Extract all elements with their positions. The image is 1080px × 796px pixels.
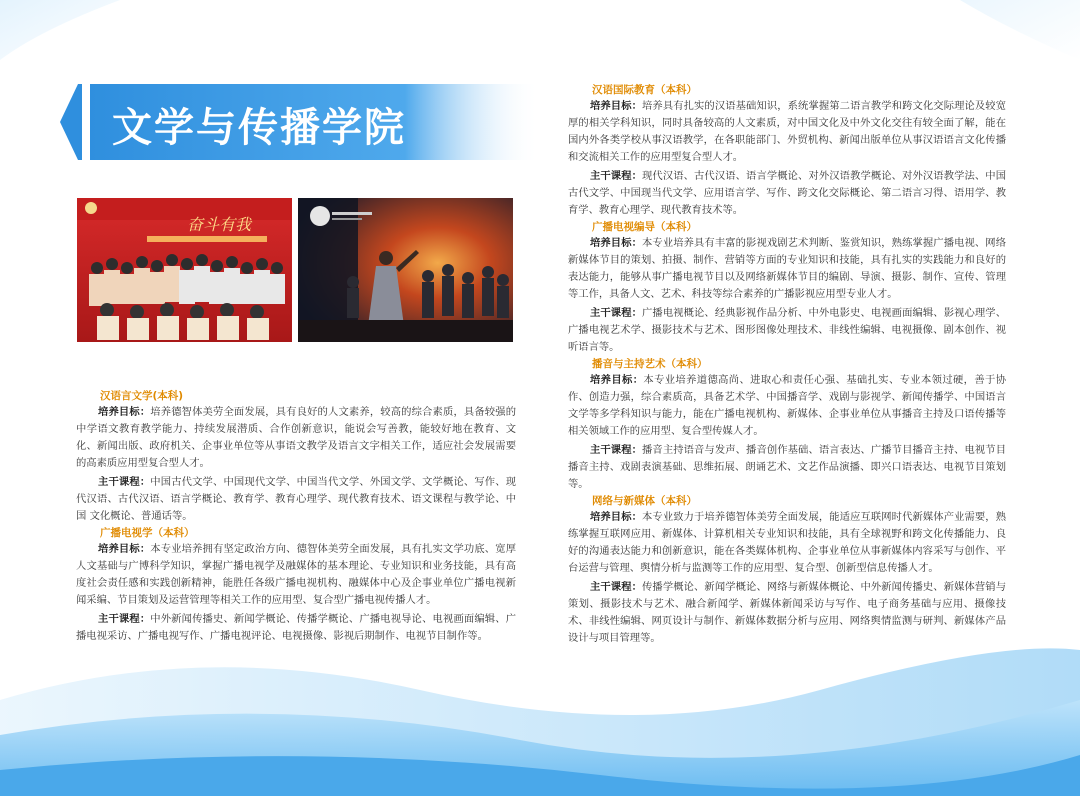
goal-label: 培养目标： bbox=[590, 374, 644, 386]
section-goal bbox=[568, 235, 1006, 303]
section-courses bbox=[76, 611, 516, 645]
courses-label: 主干课程： bbox=[590, 307, 643, 319]
courses-label: 主干课程： bbox=[590, 170, 643, 182]
goal-text: 本专业培养具有丰富的影视戏剧艺术判断、鉴赏知识，熟练掌握广播电视、网络新媒体节目的策划、拍摄、制作、营销等方面的专业知识和技能，具有扎实的实践能力和良好的表达能力，能够从事广播电视节目以及网络新媒体节目的编剧、导演、摄影、制作、宣传、管理等工作，具备人文、艺术、科技等综合素养的广播影视应用型专业人才。 bbox=[568, 237, 1007, 300]
goal-text: 培养德智体美劳全面发展，具有良好的人文素养，较高的综合素质，具备较强的中学语文教育教学能力、持续发展潜质、合作创新意识，能说会写善教，能较好地在教育、文化、新闻出版、政府机关、企事业单位等从事语文教学及语言文字相关工作，适应社会发展需要的高素质应用型复合型人才。 bbox=[76, 406, 517, 469]
section-hanyu-literature bbox=[76, 388, 516, 525]
courses-label: 主干课程： bbox=[590, 444, 643, 456]
section-title: 广播电视编导（本科） bbox=[592, 221, 697, 233]
goal-label: 培养目标： bbox=[98, 406, 151, 418]
goal-text: 本专业培养道德高尚、进取心和责任心强、基础扎实、专业本领过硬，善于协作、创造力强，综合素质高，具备艺术学、中国播音学、戏剧与影视学、新闻传播学、中国语言文学等多学科知识与能力，能在广播电视机构、新媒体、企事业单位从事播音主持及口语传播等相关领域工作的应用型、复合型传媒人才。 bbox=[568, 374, 1007, 437]
section-goal bbox=[568, 509, 1006, 577]
section-courses bbox=[568, 579, 1006, 647]
section-title: 汉语国际教育（本科） bbox=[592, 84, 697, 96]
section-chinese-international bbox=[568, 82, 1006, 219]
section-broadcast-directing bbox=[568, 219, 1006, 356]
goal-label: 培养目标： bbox=[590, 511, 643, 523]
goal-text: 培养具有扎实的汉语基础知识，系统掌握第二语言教学和跨文化交际理论及较宽厚的相关学科知识，同时具备较高的人文素质，对中国文化及中外文化交往有较全面了解，能在国内外各类学校从事汉语教学，在各职能部门、外贸机构、新闻出版单位从事汉语语言文化传播和交流相关工作的应用型复合型人才。 bbox=[568, 100, 1007, 163]
courses-text: 广播电视概论、经典影视作品分析、中外电影史、电视画面编辑、影视心理学、广播电视艺术学、摄影技术与艺术、图形图像处理技术、非线性编辑、电视摄像、剧本创作、视听语言等。 bbox=[568, 307, 1007, 353]
courses-text: 传播学概论、新闻学概论、网络与新媒体概论、中外新闻传播史、新媒体营销与策划、摄影技术与艺术、融合新闻学、新媒体新闻采访与写作、电子商务基础与应用、摄像技术、非线性编辑、网页设计与制作、新媒体数据分析与应用、网络舆情监测与研判、新媒体产品设计与项目管理等。 bbox=[568, 581, 1007, 644]
courses-text: 播音主持语音与发声、播音创作基础、语言表达、广播节目播音主持、电视节目播音主持、戏剧表演基础、思维拓展、朗诵艺术、文艺作品演播、即兴口语表达、电视节目策划等。 bbox=[568, 444, 1007, 490]
section-goal bbox=[568, 98, 1006, 166]
section-goal bbox=[76, 541, 516, 609]
section-announcing-hosting bbox=[568, 356, 1006, 493]
section-goal bbox=[568, 372, 1006, 440]
section-broadcasting bbox=[76, 525, 516, 645]
photo-stage-performance bbox=[298, 198, 513, 342]
courses-label: 主干课程： bbox=[590, 581, 643, 593]
section-courses bbox=[568, 442, 1006, 493]
courses-text: 现代汉语、古代汉语、语言学概论、对外汉语教学概论、对外汉语教学法、中国古代文学、中国现当代文学、应用语言学、写作、跨文化交际概论、第二语言习得、语用学、教育学、教育心理学、现代教育技术等。 bbox=[568, 170, 1007, 216]
photo-group-stage bbox=[77, 198, 292, 342]
right-column bbox=[568, 82, 1006, 647]
section-goal bbox=[76, 404, 516, 472]
goal-label: 培养目标： bbox=[590, 237, 643, 249]
courses-text: 中外新闻传播史、新闻学概论、传播学概论、广播电视导论、电视画面编辑、广播电视采访、广播电视写作、广播电视评论、电视摄像、影视后期制作、电视节目制作等。 bbox=[76, 613, 517, 642]
section-title: 网络与新媒体（本科） bbox=[592, 495, 697, 507]
section-courses bbox=[568, 168, 1006, 219]
courses-text: 中国古代文学、中国现代文学、中国当代文学、外国文学、文学概论、写作、现代汉语、古代汉语、语言学概论、教育学、教育心理学、现代教育技术、语文课程与教学论、中国 文化概论、普通话等。 bbox=[76, 476, 517, 522]
left-column bbox=[76, 388, 516, 645]
page-title: 文学与传播学院 bbox=[112, 105, 406, 151]
courses-label: 主干课程： bbox=[98, 613, 151, 625]
section-title: 广播电视学（本科） bbox=[100, 527, 195, 539]
section-title: 汉语言文学(本科) bbox=[100, 390, 184, 402]
photo-caption: 奋斗有我 bbox=[187, 215, 252, 234]
section-courses bbox=[76, 474, 516, 525]
section-title: 播音与主持艺术（本科） bbox=[592, 358, 708, 370]
goal-text: 本专业致力于培养德智体美劳全面发展，能适应互联网时代新媒体产业需要，熟练掌握互联网应用、新媒体、计算机相关专业知识和技能，具有全球视野和跨文化传播能力、良好的沟通表达能力和创新意识，能在各类媒体机构、企事业单位从事新媒体内容采写与创作、平台运营与管理、舆情分析与监测等工作的应用型、复合型、创新型信息传播人才。 bbox=[568, 511, 1007, 574]
goal-text: 本专业培养拥有坚定政治方向、德智体美劳全面发展，具有扎实文学功底、宽厚人文基础与广博科学知识，掌握广播电视学及融媒体的基本理论、专业知识和业务技能，具有高度社会责任感和实践创新精神，能胜任各级广播电视机构、融媒体中心及企事业单位广播电视新闻采编、节目策划及运营管理等相关工作的应用型、复合型广播电视传播人才。 bbox=[76, 543, 517, 606]
courses-label: 主干课程： bbox=[98, 476, 151, 488]
section-new-media bbox=[568, 493, 1006, 647]
section-courses bbox=[568, 305, 1006, 356]
goal-label: 培养目标： bbox=[590, 100, 643, 112]
goal-label: 培养目标： bbox=[98, 543, 151, 555]
